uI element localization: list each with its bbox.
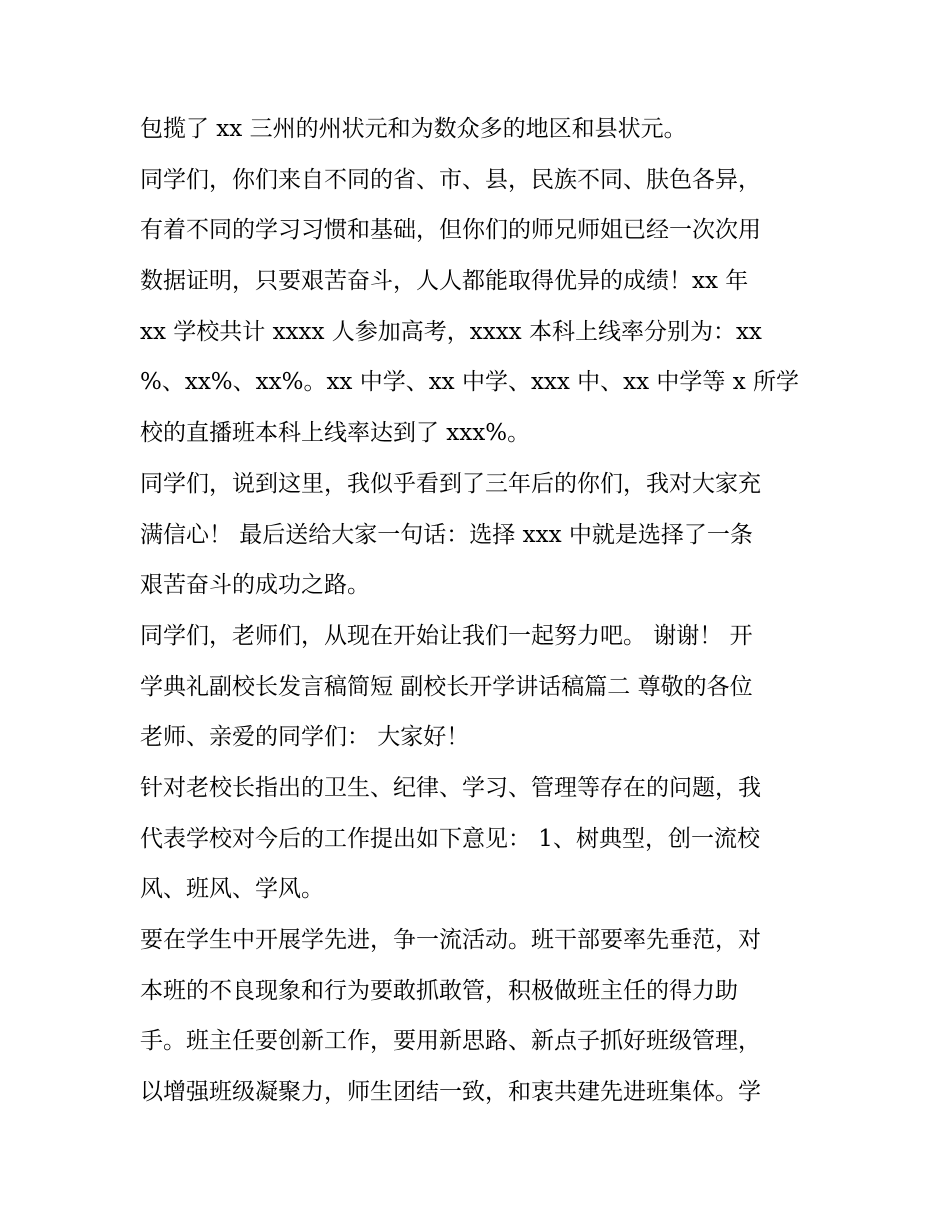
text-line: 校的直播班本科上线率达到了 xxx%。 bbox=[140, 420, 531, 447]
text-line: 针对老校长指出的卫生、纪律、学习、管理等存在的问题，我 bbox=[140, 774, 761, 801]
text-line: 满信心！ 最后送给大家一句话：选择 xxx 中就是选择了一条 bbox=[140, 521, 753, 548]
text-line: 风、班风、学风。 bbox=[140, 876, 324, 903]
text-line: 老师、亲爱的同学们： 大家好！ bbox=[140, 724, 470, 751]
text-line: 有着不同的学习习惯和基础，但你们的师兄师姐已经一次次用 bbox=[140, 217, 761, 244]
text-line: 同学们，你们来自不同的省、市、县，民族不同、肤色各异， bbox=[140, 166, 761, 193]
text-line: 要在学生中开展学先进，争一流活动。班干部要率先垂范，对 bbox=[140, 927, 761, 953]
text-line: xx 学校共计 xxxx 人参加高考，xxxx 本科上线率分别为：xx bbox=[140, 318, 762, 345]
text-line: 同学们，老师们，从现在开始让我们一起努力吧。 谢谢！ 开 bbox=[140, 622, 753, 649]
text-line: 同学们，说到这里，我似乎看到了三年后的你们，我对大家充 bbox=[140, 470, 761, 497]
text-line: 艰苦奋斗的成功之路。 bbox=[140, 572, 370, 599]
text-line: 包揽了 xx 三州的州状元和为数众多的地区和县状元。 bbox=[140, 116, 687, 142]
text-line: 学典礼副校长发言稿简短 副校长开学讲话稿篇二 尊敬的各位 bbox=[140, 673, 753, 700]
text-line: 数据证明，只要艰苦奋斗，人人都能取得优异的成绩！xx 年 bbox=[140, 268, 749, 295]
text-line: %、xx%、xx%。xx 中学、xx 中学、xxx 中、xx 中学等 x 所学 bbox=[140, 369, 800, 396]
text-line: 手。班主任要创新工作，要用新思路、新点子抓好班级管理， bbox=[140, 1028, 761, 1055]
text-line: 本班的不良现象和行为要敢抓敢管，积极做班主任的得力助 bbox=[140, 977, 738, 1004]
text-line: 代表学校对今后的工作提出如下意见： 1、树典型，创一流校 bbox=[140, 825, 760, 852]
text-line: 以增强班级凝聚力，师生团结一致，和衷共建先进班集体。学 bbox=[140, 1079, 761, 1106]
document-body bbox=[140, 104, 820, 1118]
